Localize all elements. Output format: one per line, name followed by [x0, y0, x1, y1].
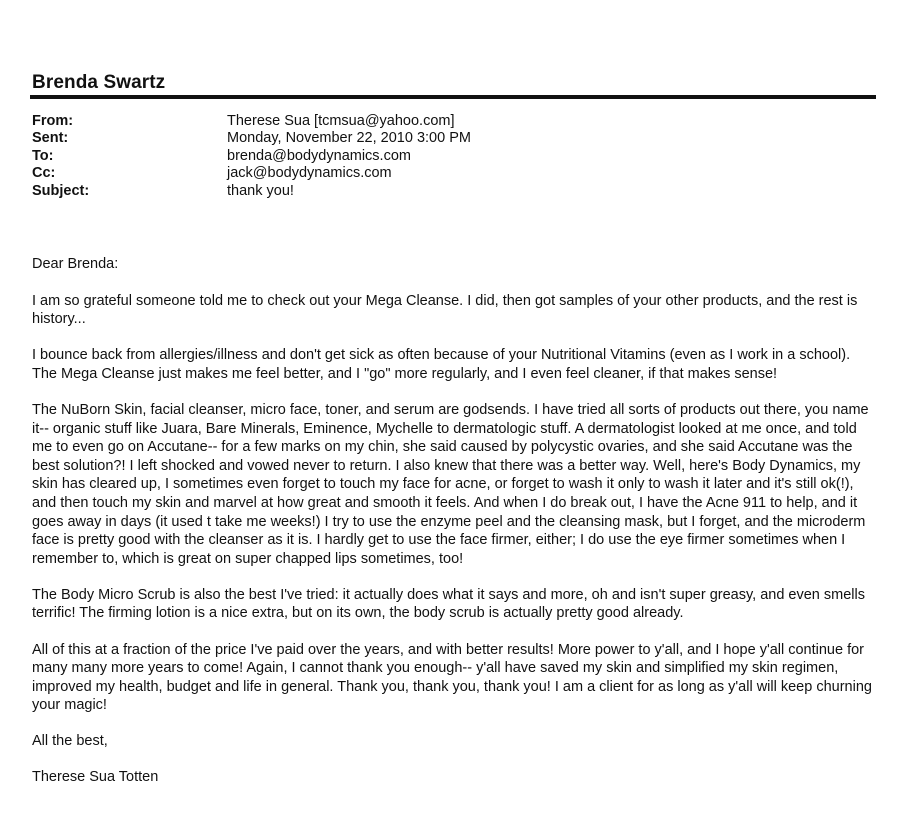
mailbox-owner-name: Brenda Swartz: [32, 72, 166, 93]
body-paragraph-4: The Body Micro Scrub is also the best I've tried: it actually does what it says and more, oh and isn't super greasy, and even smells terrific! The firming lotion is a nice extra, but on its own, the body scrub is actually pretty good already.: [32, 586, 865, 622]
salutation: Dear Brenda:: [32, 256, 119, 272]
subject-row: [32, 183, 872, 200]
body-paragraph-1: I am so grateful someone told me to check out your Mega Cleanse. I did, then got samples of your other products, and the rest is history...: [32, 292, 858, 328]
body-paragraph-2: I bounce back from allergies/illness and don't get sick as often because of your Nutritional Vitamins (even as I work in a school). The Mega Cleanse just makes me feel better, and I "go" more regularly, and I even feel cleaner, if that makes sense!: [32, 347, 851, 382]
to-row: [32, 148, 872, 165]
subject-label: Subject:: [32, 182, 90, 199]
from-label: From:: [32, 113, 74, 129]
signature-name: Therese Sua Totten: [32, 769, 159, 786]
body-paragraph-5: All of this at a fraction of the price I've paid over the years, and with better results! More power to y'all, and I hope y'all continue for many many more years to come! Again, I cannot thank you enough-- y'all have saved my skin and simplified my skin regimen, improved my health, budget and life in general. Thank you, thank you, thank you! I am a client for as long as y'all will keep churning your magic!: [32, 641, 872, 714]
to-label: To:: [32, 147, 54, 164]
cc-label: Cc:: [32, 165, 56, 182]
subject-value: thank you!: [227, 182, 294, 199]
cc-row: [32, 165, 872, 182]
email-body: [32, 255, 877, 805]
from-row: [32, 113, 872, 130]
from-value: Therese Sua [tcmsua@yahoo.com]: [227, 113, 455, 129]
body-paragraph-3: The NuBorn Skin, facial cleanser, micro face, toner, and serum are godsends. I have tried all sorts of products out there, you name it-- organic stuff like Juara, Bare Minerals, Eminence, Mychelle to dermatologic stuff. A dermatologist looked at me once, and told me to even go on Accutane-- for a few marks on my chin, she said caused by polycystic ovaries, and she said Accutane was the best solution?! I left shocked and vowed never to return. I also knew that there was a better way. Well, here's Body Dynamics, my skin has cleared up, I sometimes even forget to touch my face for acne, or forget to wash it only to wash it later and it's still ok(!), and then touch my skin and marvel at how great and smooth it feels. And when I do break out, I have the Acne 911 to help, and it goes away in days (it used t take me weeks!) I try to use the enzyme peel and the cleansing mask, but I forget, and the microderm face is pretty good with the cleanser as it is. I hardly get to use the face firmer, either; I do use the eye firmer sometimes when I remember to, which is great on super chapped lips sometimes, too!: [32, 401, 869, 567]
sent-label: Sent:: [32, 130, 69, 147]
header-divider: [30, 95, 876, 99]
sent-value: Monday, November 22, 2010 3:00 PM: [227, 130, 471, 147]
email-header-fields: [32, 113, 872, 200]
sent-row: [32, 130, 872, 147]
to-value: brenda@bodydynamics.com: [227, 147, 411, 164]
closing-line: All the best,: [32, 733, 108, 750]
cc-value: jack@bodydynamics.com: [227, 165, 392, 182]
